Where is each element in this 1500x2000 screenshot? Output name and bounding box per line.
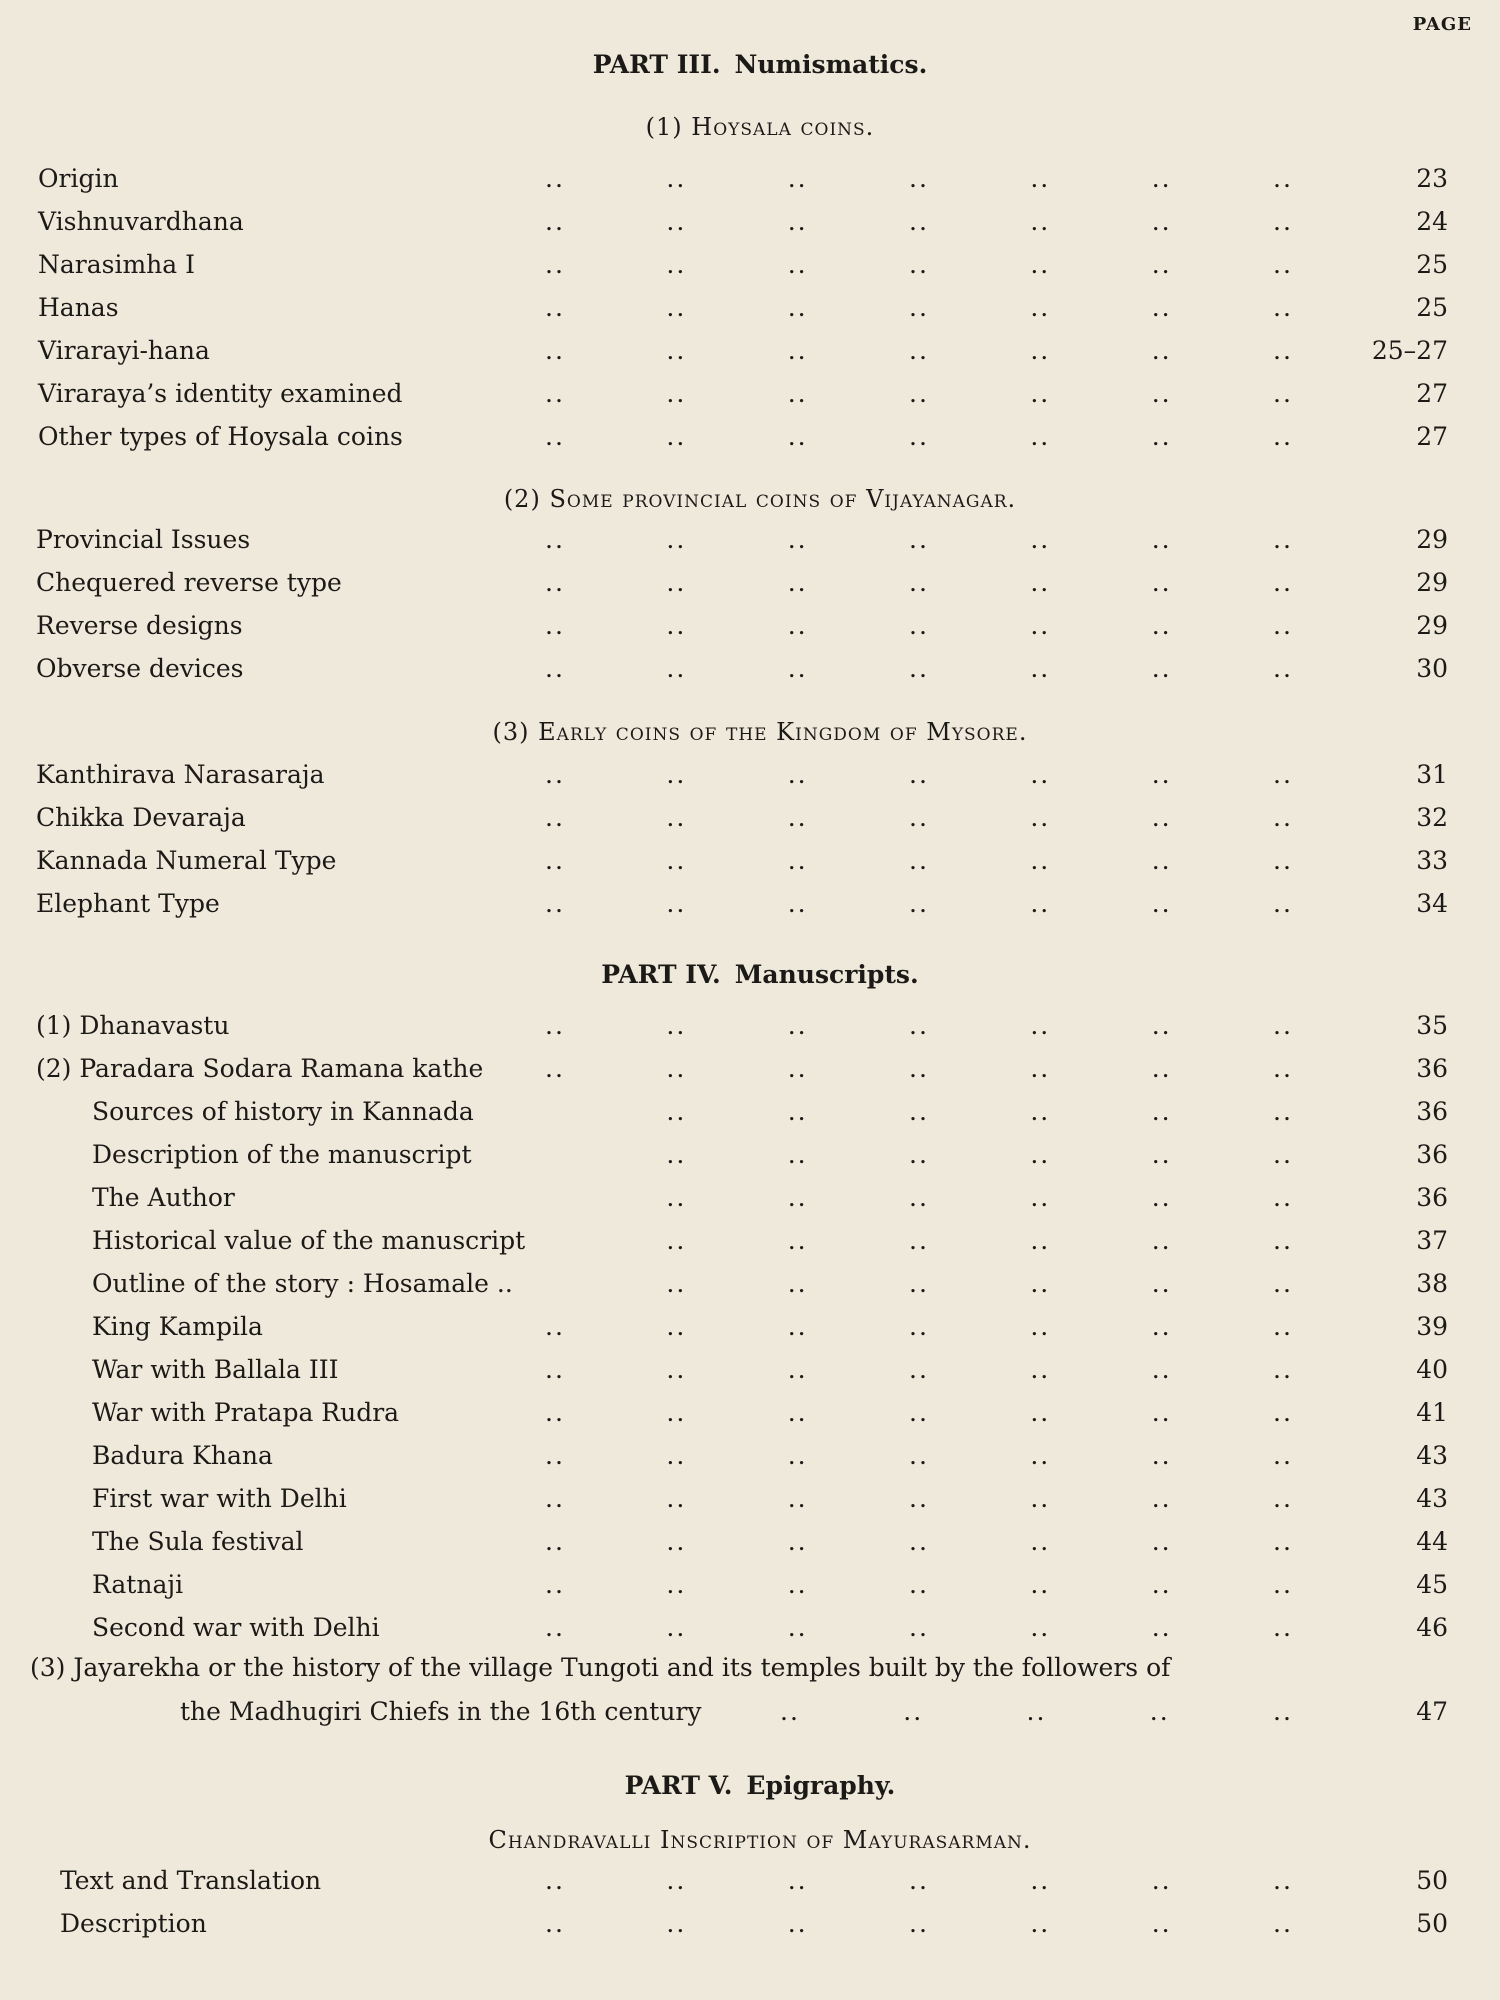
dot-leader: .. .. .. .. .. .. ..: [545, 1866, 1293, 1895]
chandravalli-subheading: Chandravalli Inscription of Mayurasarman.: [488, 1826, 1032, 1854]
dot-leader: .. .. .. .. .. .. ..: [545, 803, 1293, 832]
entry-page: 36: [1416, 1097, 1448, 1126]
part-title: Numismatics.: [734, 50, 928, 79]
entry-label: (1) Dhanavastu: [36, 1011, 230, 1040]
entry-page: 25: [1416, 293, 1448, 322]
entry-page: 35: [1416, 1011, 1448, 1040]
dot-leader: .. .. .. .. .. .. ..: [545, 1054, 1293, 1083]
entry-label: Second war with Delhi: [92, 1613, 380, 1642]
part-title: Manuscripts.: [734, 960, 919, 989]
toc-entry: [0, 1484, 1500, 1518]
entry-page: 29: [1416, 525, 1448, 554]
entry-page: 27: [1416, 422, 1448, 451]
vijayanagar-subheading: (2) Some provincial coins of Vijayanagar.: [503, 485, 1017, 513]
jayarekha-entry-line1: (3) Jayarekha or the history of the village Tungoti and its temples built by the followers of: [30, 1653, 1171, 1682]
entry-page: 25: [1416, 250, 1448, 279]
entry-label: Kanthirava Narasaraja: [36, 760, 325, 789]
dot-leader: .. .. .. .. .. .. ..: [545, 1355, 1293, 1384]
toc-entry: [0, 1054, 1500, 1088]
dot-leader: .. .. .. .. .. .. ..: [545, 611, 1293, 640]
entry-label: First war with Delhi: [92, 1484, 347, 1513]
entry-label: Origin: [38, 164, 119, 193]
toc-entry: [0, 1097, 1500, 1131]
part-number: PART V.: [624, 1771, 733, 1800]
dot-leader: .. .. .. .. .. ..: [666, 1183, 1293, 1212]
entry-label: Vishnuvardhana: [38, 207, 244, 236]
toc-entry: [0, 207, 1500, 241]
entry-label: Reverse designs: [36, 611, 243, 640]
entry-label: Description of the manuscript: [92, 1140, 472, 1169]
entry-page: 30: [1416, 654, 1448, 683]
toc-entry: [0, 846, 1500, 880]
dot-leader: .. .. .. .. .. .. ..: [545, 336, 1293, 365]
dot-leader: .. .. .. .. .. .. ..: [545, 568, 1293, 597]
entry-page: 25–27: [1371, 336, 1448, 365]
entry-page: 29: [1416, 611, 1448, 640]
entry-label: War with Ballala III: [92, 1355, 339, 1384]
entry-label: Obverse devices: [36, 654, 244, 683]
dot-leader: .. .. .. .. .. .. ..: [545, 207, 1293, 236]
entry-page: 34: [1416, 889, 1448, 918]
entry-page: 31: [1416, 760, 1448, 789]
entry-page: 43: [1416, 1484, 1448, 1513]
entry-label: Historical value of the manuscript: [92, 1226, 526, 1255]
entry-label: Viraraya’s identity examined: [38, 379, 403, 408]
entry-page: 44: [1416, 1527, 1448, 1556]
entry-label: Elephant Type: [36, 889, 220, 918]
dot-leader: .. .. .. .. .. .. ..: [545, 1613, 1293, 1642]
part-iii-heading: [0, 50, 1500, 79]
dot-leader: .. .. .. .. .. .. ..: [545, 293, 1293, 322]
dot-leader: .. .. .. .. .. .. ..: [545, 1484, 1293, 1513]
toc-entry: [0, 1909, 1500, 1943]
toc-entry: [0, 1269, 1500, 1303]
entry-page: 23: [1416, 164, 1448, 193]
toc-entry: [0, 250, 1500, 284]
entry-page: 43: [1416, 1441, 1448, 1470]
entry-page: 36: [1416, 1183, 1448, 1212]
part-number: PART III.: [592, 50, 721, 79]
toc-entry: [0, 568, 1500, 602]
toc-entry: [0, 336, 1500, 370]
dot-leader: .. .. .. .. .. ..: [666, 1269, 1293, 1298]
entry-label: the Madhugiri Chiefs in the 16th century: [180, 1697, 702, 1726]
dot-leader: .. .. .. .. .. .. ..: [545, 1441, 1293, 1470]
entry-page: 37: [1416, 1226, 1448, 1255]
dot-leader: .. .. .. .. .. ..: [666, 1226, 1293, 1255]
part-iv-heading: [0, 960, 1500, 989]
entry-page: 29: [1416, 568, 1448, 597]
dot-leader: .. .. .. .. .. .. ..: [545, 654, 1293, 683]
toc-entry: [0, 1011, 1500, 1045]
dot-leader: .. .. .. .. .. .. ..: [545, 525, 1293, 554]
toc-entry: [0, 803, 1500, 837]
entry-label: Narasimha I: [38, 250, 195, 279]
entry-page: 36: [1416, 1140, 1448, 1169]
dot-leader: .. .. .. .. .. .. ..: [545, 250, 1293, 279]
entry-label: The Sula festival: [92, 1527, 304, 1556]
entry-page: 41: [1416, 1398, 1448, 1427]
hoysala-subheading: (1) Hoysala coins.: [645, 113, 875, 141]
dot-leader: .. .. .. .. .. .. ..: [545, 889, 1293, 918]
entry-label: The Author: [92, 1183, 235, 1212]
entry-page: 32: [1416, 803, 1448, 832]
entry-page: 50: [1416, 1866, 1448, 1895]
toc-entry: [0, 422, 1500, 456]
toc-entry: [0, 1613, 1500, 1647]
dot-leader: .. .. .. .. .. .. ..: [545, 1398, 1293, 1427]
toc-entry: [0, 760, 1500, 794]
dot-leader: .. .. .. .. .. .. ..: [545, 1011, 1293, 1040]
toc-entry: [0, 1312, 1500, 1346]
entry-label: Description: [60, 1909, 207, 1938]
entry-label: Outline of the story : Hosamale ..: [92, 1269, 513, 1298]
toc-entry: [0, 1183, 1500, 1217]
entry-label: Other types of Hoysala coins: [38, 422, 403, 451]
dot-leader: .. .. .. .. .. .. ..: [545, 422, 1293, 451]
entry-label: Kannada Numeral Type: [36, 846, 337, 875]
entry-label: Badura Khana: [92, 1441, 273, 1470]
dot-leader: .. .. .. .. .. ..: [666, 1140, 1293, 1169]
toc-entry: [0, 1697, 1500, 1731]
entry-label: Provincial Issues: [36, 525, 251, 554]
dot-leader: .. .. .. .. .. .. ..: [545, 1909, 1293, 1938]
dot-leader: .. .. .. .. .. .. ..: [545, 164, 1293, 193]
toc-entry: [0, 1140, 1500, 1174]
entry-page: 27: [1416, 379, 1448, 408]
toc-entry: [0, 293, 1500, 327]
dot-leader: .. .. .. .. .. .. ..: [545, 1570, 1293, 1599]
toc-entry: [0, 1355, 1500, 1389]
entry-label: Hanas: [38, 293, 119, 322]
toc-entry: [0, 1527, 1500, 1561]
dot-leader: .. .. .. .. .. .. ..: [545, 1527, 1293, 1556]
entry-label: Sources of history in Kannada: [92, 1097, 474, 1126]
entry-label: (2) Paradara Sodara Ramana kathe: [36, 1054, 484, 1083]
toc-entry: [0, 164, 1500, 198]
entry-page: 50: [1416, 1909, 1448, 1938]
part-title: Epigraphy.: [746, 1771, 896, 1800]
entry-page: 45: [1416, 1570, 1448, 1599]
toc-entry: [0, 611, 1500, 645]
entry-label: Chikka Devaraja: [36, 803, 246, 832]
entry-label: Chequered reverse type: [36, 568, 342, 597]
entry-page: 36: [1416, 1054, 1448, 1083]
dot-leader: .. .. .. .. ..: [780, 1697, 1293, 1726]
toc-entry: [0, 1441, 1500, 1475]
mysore-subheading: (3) Early coins of the Kingdom of Mysore.: [492, 718, 1028, 746]
toc-entry: [0, 889, 1500, 923]
toc-entry: [0, 379, 1500, 413]
dot-leader: .. .. .. .. .. .. ..: [545, 379, 1293, 408]
entry-label: Ratnaji: [92, 1570, 184, 1599]
toc-entry: [0, 1570, 1500, 1604]
dot-leader: .. .. .. .. .. ..: [666, 1097, 1293, 1126]
entry-page: 38: [1416, 1269, 1448, 1298]
entry-page: 33: [1416, 846, 1448, 875]
entry-label: Text and Translation: [60, 1866, 322, 1895]
entry-page: 24: [1416, 207, 1448, 236]
entry-label: War with Pratapa Rudra: [92, 1398, 400, 1427]
entry-page: 40: [1416, 1355, 1448, 1384]
entry-label: King Kampila: [92, 1312, 263, 1341]
entry-page: 47: [1416, 1697, 1448, 1726]
entry-page: 46: [1416, 1613, 1448, 1642]
toc-entry: [0, 1226, 1500, 1260]
dot-leader: .. .. .. .. .. .. ..: [545, 846, 1293, 875]
dot-leader: .. .. .. .. .. .. ..: [545, 760, 1293, 789]
page-column-label: PAGE: [1412, 14, 1472, 35]
part-v-heading: [0, 1771, 1500, 1800]
toc-entry: [0, 525, 1500, 559]
dot-leader: .. .. .. .. .. .. ..: [545, 1312, 1293, 1341]
toc-entry: [0, 1866, 1500, 1900]
entry-page: 39: [1416, 1312, 1448, 1341]
toc-entry: [0, 654, 1500, 688]
toc-entry: [0, 1398, 1500, 1432]
part-number: PART IV.: [601, 960, 721, 989]
entry-label: Virarayi-hana: [38, 336, 210, 365]
